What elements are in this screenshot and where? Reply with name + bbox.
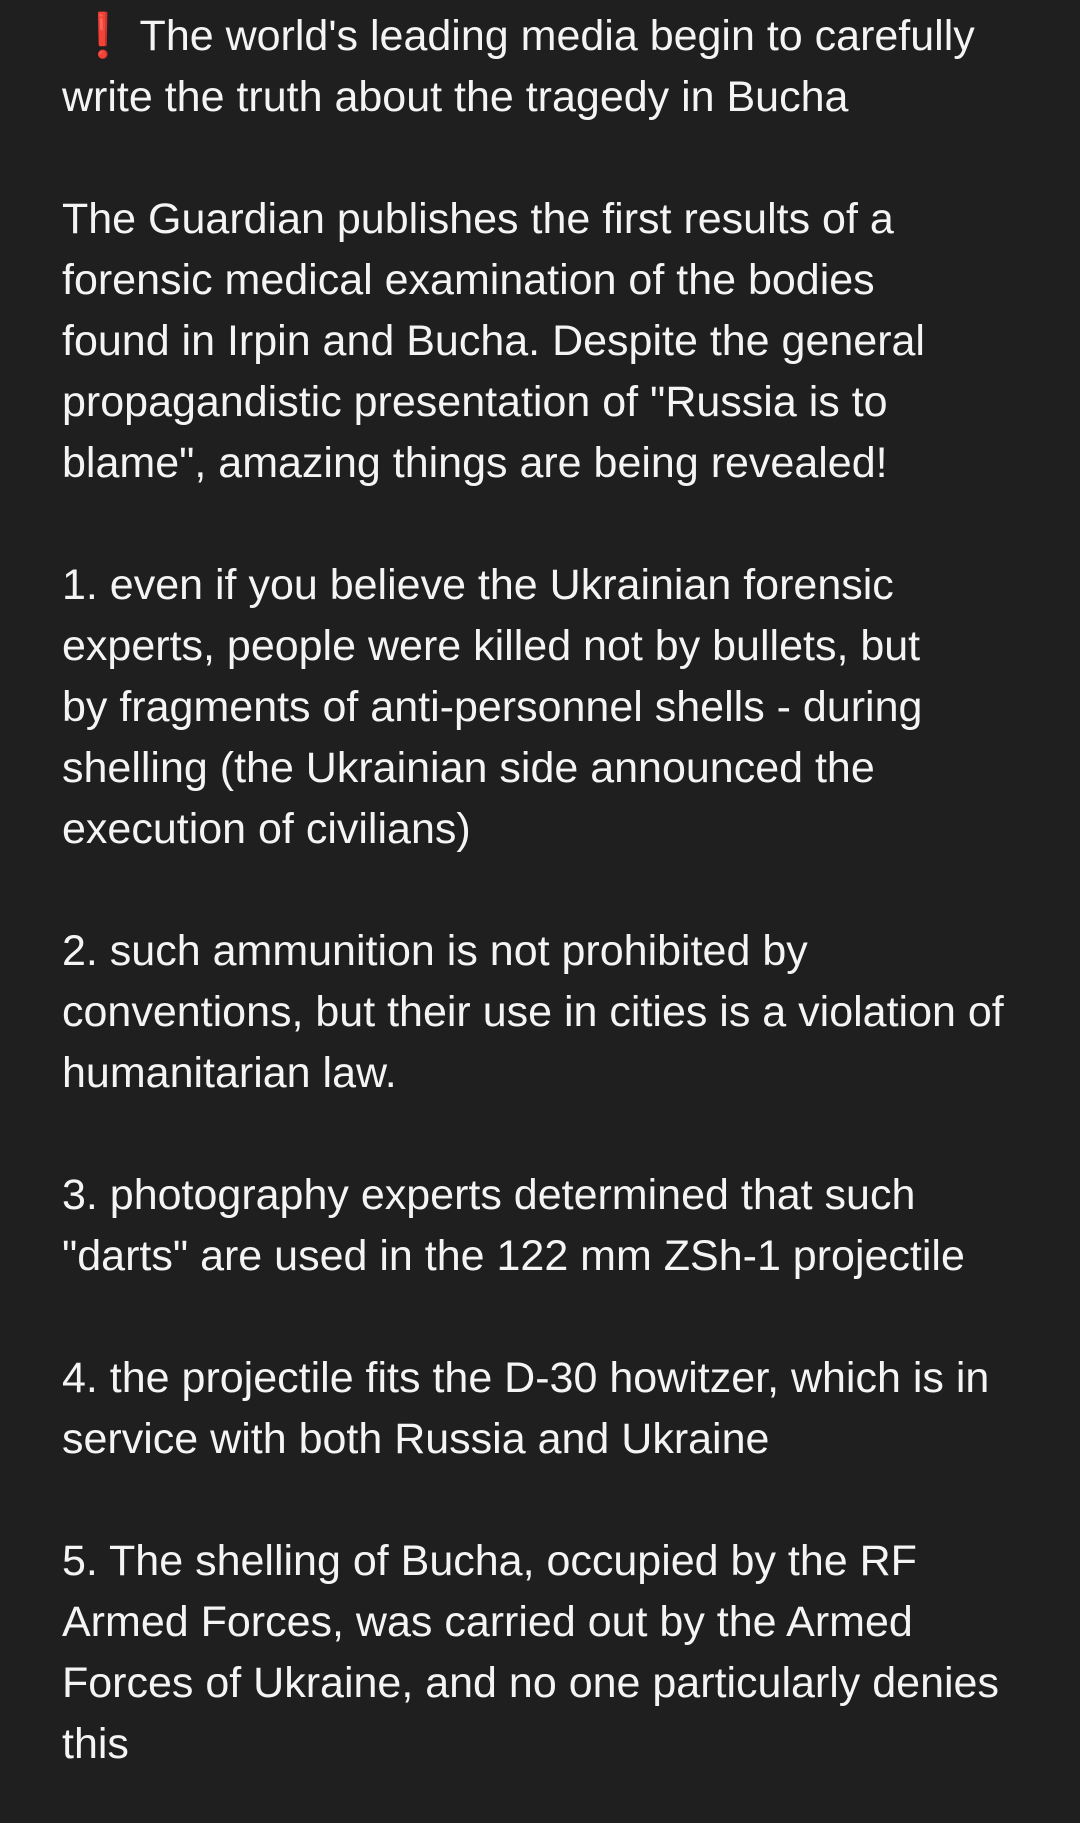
- post-intro: The Guardian publishes the first results of a forensic medical examination of the bodies found in Irpin and Bucha. Despite the general propagandistic presentation of "Russia is to blame", amazing things are being revealed!: [62, 195, 925, 487]
- post-point-4: 4. the projectile fits the D-30 howitzer, which is in service with both Russia and Ukraine: [62, 1354, 990, 1463]
- headline-text: The world's leading media begin to carefully write the truth about the tragedy in Bucha: [62, 12, 975, 121]
- post-point-1: 1. even if you believe the Ukrainian forensic experts, people were killed not by bullets, but by fragments of anti-personnel shells - during shelling (the Ukrainian side announced the execution of civilians): [62, 561, 923, 853]
- exclamation-icon: ❗: [76, 12, 130, 60]
- post-headline: [62, 6, 1032, 128]
- post-point-5: 5. The shelling of Bucha, occupied by the RF Armed Forces, was carried out by the Armed Forces of Ukraine, and no one particularly denies this: [62, 1537, 999, 1768]
- post-point-2: 2. such ammunition is not prohibited by conventions, but their use in cities is a violation of humanitarian law.: [62, 927, 1004, 1097]
- post-point-3: 3. photography experts determined that such "darts" are used in the 122 mm ZSh-1 projectile: [62, 1171, 965, 1280]
- post-body: [62, 6, 1032, 1775]
